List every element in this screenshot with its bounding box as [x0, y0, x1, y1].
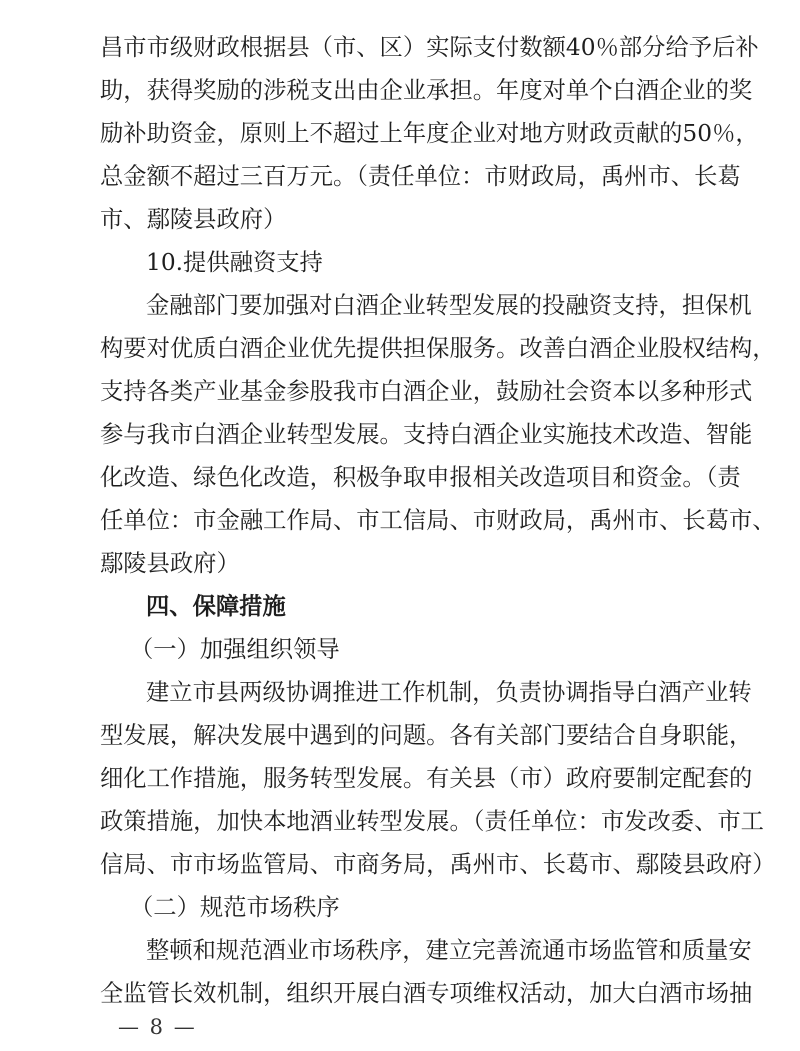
text-line: 化改造、绿色化改造，积极争取申报相关改造项目和资金。（责: [100, 464, 741, 491]
subsection-heading: （一）加强组织领导: [130, 636, 340, 663]
text-line: 昌市市级财政根据县（市、区）实际支付数额40％部分给予后补: [100, 34, 759, 61]
text-line: 全监管长效机制，组织开展白酒专项维权活动，加大白酒市场抽: [100, 980, 753, 1007]
text-line: 构要对优质白酒企业优先提供担保服务。改善白酒企业股权结构，: [100, 335, 776, 362]
text-line: 励补助资金，原则上不超过上年度企业对地方财政贡献的50％，: [100, 120, 759, 147]
text-line: 建立市县两级协调推进工作机制，负责协调指导白酒产业转: [146, 679, 752, 706]
subsection-heading: （二）规范市场秩序: [130, 894, 340, 921]
text-line: 任单位：市金融工作局、市工信局、市财政局，禹州市、长葛市、: [100, 507, 776, 534]
text-line: 参与我市白酒企业转型发展。支持白酒企业实施技术改造、智能: [100, 421, 753, 448]
text-line: 型发展，解决发展中遇到的问题。各有关部门要结合自身职能，: [100, 722, 753, 749]
text-line: 支持各类产业基金参股我市白酒企业，鼓励社会资本以多种形式: [100, 378, 753, 405]
text-line: 政策措施，加快本地酒业转型发展。（责任单位：市发改委、市工: [100, 808, 764, 835]
text-line: 信局、市市场监管局、市商务局，禹州市、长葛市、鄢陵县政府）: [100, 851, 776, 878]
text-line: 金融部门要加强对白酒企业转型发展的投融资支持，担保机: [146, 292, 752, 319]
text-line: 鄢陵县政府）: [100, 550, 240, 577]
text-line: 总金额不超过三百万元。（责任单位：市财政局，禹州市、长葛: [100, 163, 741, 190]
text-line: 助，获得奖励的涉税支出由企业承担。年度对单个白酒企业的奖: [100, 77, 753, 104]
text-line: 市、鄢陵县政府）: [100, 206, 287, 233]
page-number: — 8 —: [118, 1015, 197, 1039]
section-heading: 10.提供融资支持: [146, 249, 323, 276]
text-line: 整顿和规范酒业市场秩序，建立完善流通市场监管和质量安: [146, 937, 752, 964]
text-line: 细化工作措施，服务转型发展。有关县（市）政府要制定配套的: [100, 765, 753, 792]
chapter-heading: 四、保障措施: [146, 593, 286, 620]
